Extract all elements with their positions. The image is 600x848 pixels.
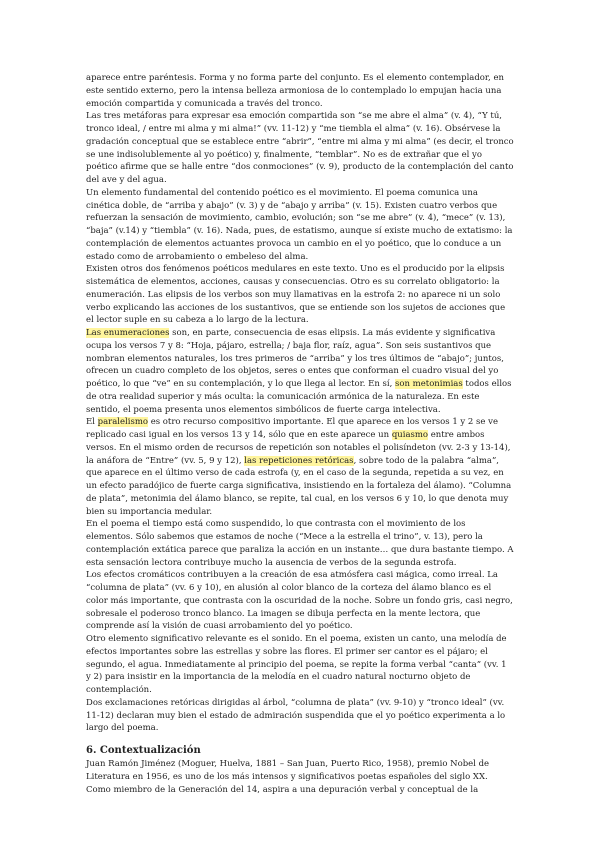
text-run: Existen otros dos fenómenos poéticos medulares en este texto. Uno es el producido por la elipsis sistemática de elementos, acciones, causas y consecuencias. Otro es su correlato obligatorio: la enumeración. Las elipsis de los verbos son muy llamativas en la estrofa 2: no aparece ni un solo verbo explicando las acciones de los sustantivos, que se entiende son los sujetos de acciones que el lector suple en su cabeza a lo largo de la lectura. <box>86 264 506 326</box>
body-text <box>86 72 514 735</box>
highlighted-phrase: Las enumeraciones <box>86 328 170 338</box>
paragraph <box>86 110 514 187</box>
text-run: entre ambos versos. En el mismo orden de recursos de repetición son notables el polisíndeton (vv. 2-3 y 13-14), la anáfora de “Entre” (vv. 5, 9 y 12), <box>86 430 511 466</box>
paragraph <box>86 327 514 416</box>
text-run: Un elemento fundamental del contenido poético es el movimiento. El poema comunica una cinética doble, de “arriba y abajo” (v. 3) y de “abajo y arriba” (v. 15). Existen cuatro verbos que refuerzan la sensación de movimiento, cambio, evolución; son “se me abre” (v. 4), “mece” (v. 13), “baja” (v.14) y “tiembla” (v. 16). Nada, pues, de estatismo, aunque sí existe mucho de extatismo: la contemplación de elementos actuantes provoca un cambio en el yo poético, que lo conduce a un estado como de arrobamiento o embeleso del alma. <box>86 187 513 262</box>
highlighted-phrase: son metonimias <box>395 379 463 389</box>
text-run: son, en parte, consecuencia de esas elipsis. La más evidente y significativa ocupa los versos 7 y 8: “Hoja, pájaro, estrella; / baja flor, raíz, agua”. Son seis sustantivos que nombran elementos naturales, los tres primeros de “arriba” y los tres últimos de “abajo”; juntos, ofrecen un cuadro completo de los objetos, seres o entes que conforman el cuadro visual del yo poético, lo que “ve” en su contemplación, y lo que llega al lector. En sí, <box>86 328 504 389</box>
highlighted-phrase: quiasmo <box>391 430 429 440</box>
paragraph <box>86 416 514 518</box>
paragraph <box>86 697 514 735</box>
paragraph <box>86 569 514 633</box>
text-run: Los efectos cromáticos contribuyen a la creación de esa atmósfera casi mágica, como irreal. La “columna de plata” (vv. 6 y 10), en alusión al color blanco de la corteza del álamo blanco es el color más importante, que contrasta con la oscuridad de la noche. Sobre un fondo gris, casi negro, sobresale el poderoso tronco blanco. La imagen se dibuja perfecta en la mente lectora, que comprende así la visión de cuasi arrobamiento del yo poético. <box>86 570 513 632</box>
text-run: El <box>86 417 98 428</box>
highlighted-phrase: las repeticiones retóricas <box>244 455 354 466</box>
text-run: todos ellos de otra realidad superior y más oculta: la comunicación armónica de la naturaleza. En este sentido, el poema presenta unos elementos simbólicos de fuerte carga intelectiva. <box>86 379 512 415</box>
paragraph <box>86 518 514 569</box>
section-heading: 6. Contextualización <box>86 745 201 756</box>
highlighted-phrase: paralelismo <box>97 417 149 428</box>
text-run: aparece entre paréntesis. Forma y no forma parte del conjunto. Es el elemento contemplador, en este sentido externo, pero la intensa belleza armoniosa de lo contemplado lo empujan hacia una emoción compartida y comunicada a través del tronco. <box>86 73 504 109</box>
text-run: Otro elemento significativo relevante es el sonido. En el poema, existen un canto, una melodía de efectos importantes sobre las estrellas y sobre las flores. El primer ser cantor es el pájaro; el segundo, el agua. Inmediatamente al principio del poema, se repite la forma verbal “canta” (vv. 1 y 2) para insistir en la importancia de la melodía en el cuadro natural nocturno objeto de contemplación. <box>86 634 507 695</box>
text-run: Las tres metáforas para expresar esa emoción compartida son “se me abre el alma” (v. 4), “Y tú, tronco ideal, / entre mi alma y mi alma!” (vv. 11-12) y “me tiembla el alma” (v. 16). Obsérvese la gradación conceptual que se establece entre “abrir”, “entre mi alma y mi alma” (es decir, el tronco se une indisolublemente al yo poético) y, finalmente, “temblar”. No es de extrañar que el yo poético afirme que se halle entre “dos conmociones” (v. 9), producto de la contemplación del canto del ave y del agua. <box>86 111 514 185</box>
paragraph <box>86 633 514 697</box>
text-run: Dos exclamaciones retóricas dirigidas al árbol, “columna de plata” (vv. 9-10) y “tronco ideal” (vv. 11-12) declaran muy bien el estado de admiración suspendida que el yo poético experimenta a lo largo del poema. <box>86 697 506 734</box>
paragraph: Juan Ramón Jiménez (Moguer, Huelva, 1881 – San Juan, Puerto Rico, 1958), premio Nobel de Literatura en 1956, es uno de los más intensos y significativos poetas españoles del siglo XX. Como miembro de la Generación del 14, aspira a una depuración verbal y conceptual de la <box>86 759 490 795</box>
text-run: , sobre todo de la palabra “alma”, que aparece en el último verso de cada estrofa (y, en el caso de la segunda, repetida a su vez, en un efecto paradójico de fuerte carga significativa, insistiendo en la fortaleza del álamo). “Columna de plata”, metonimia del álamo blanco, se repite, tal cual, en los versos 6 y 10, lo que denota muy bien su importancia medular. <box>86 455 512 517</box>
paragraph <box>86 263 514 327</box>
paragraph <box>86 72 514 110</box>
paragraph <box>86 187 514 264</box>
text-run: es otro recurso compositivo importante. El que aparece en los versos 1 y 2 se ve replicado casi igual en los versos 13 y 14, sólo que en este aparece un <box>86 417 498 440</box>
text-run: En el poema el tiempo está como suspendido, lo que contrasta con el movimiento de los elementos. Sólo sabemos que estamos de noche (“Mece a la estrella el trino”, v. 13), pero la contemplación extática parece que paraliza la acción en un instante… que dura bastante tiempo. A esta sensación lectora contribuye mucho la ausencia de verbos de la segunda estrofa. <box>86 519 514 568</box>
